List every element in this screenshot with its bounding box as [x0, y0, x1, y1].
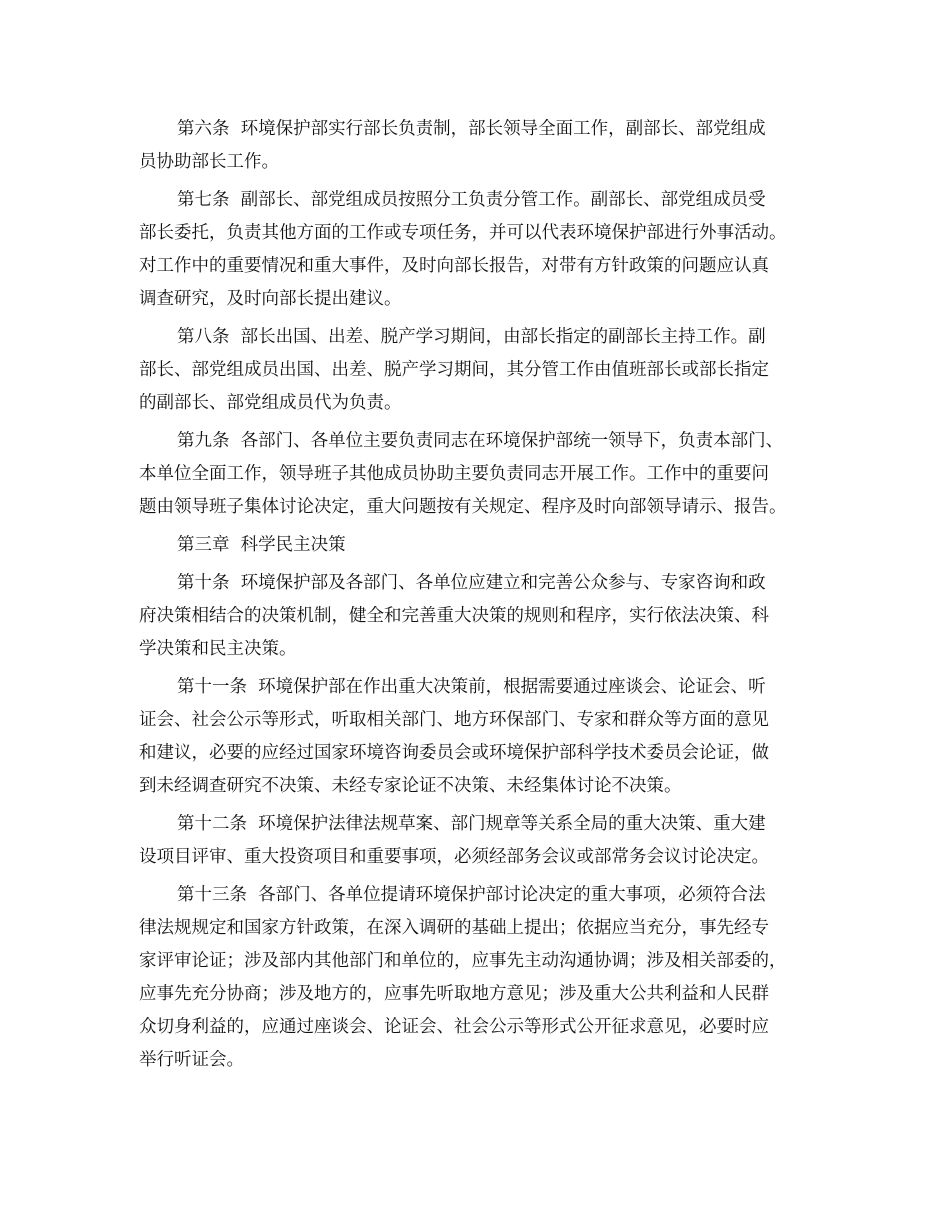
article-paragraph	[139, 879, 819, 1077]
article-13-line-2: 律法规规定和国家方针政策，在深入调研的基础上提出；依据应当充分，事先经专	[139, 918, 769, 938]
article-10-line-3: 学决策和民主决策。	[139, 639, 297, 659]
article-12-line-1: 第十二条 环境保护法律法规草案、部门规章等关系全局的重大决策、重大建	[177, 814, 766, 834]
article-paragraph	[139, 671, 819, 803]
article-9-line-1: 第九条 各部门、各单位主要负责同志在环境保护部统一领导下，负责本部门、	[177, 431, 784, 451]
article-9-line-3: 题由领导班子集体讨论决定，重大问题按有关规定、程序及时向部领导请示、报告。	[139, 497, 787, 517]
article-13-line-6: 举行听证会。	[139, 1050, 244, 1070]
article-6-line-2: 员协助部长工作。	[139, 152, 279, 172]
article-11-line-3: 和建议，必要的应经过国家环境咨询委员会或环境保护部科学技术委员会论证，做	[139, 743, 769, 763]
article-12-line-2: 设项目评审、重大投资项目和重要事项，必须经部务会议或部常务会议讨论决定。	[139, 847, 769, 867]
document-body	[139, 113, 819, 1077]
article-13-line-5: 众切身利益的，应通过座谈会、论证会、社会公示等形式公开征求意见，必要时应	[139, 1017, 769, 1037]
article-8-line-2: 部长、部党组成员出国、出差、脱产学习期间，其分管工作由值班部长或部长指定	[139, 360, 769, 380]
article-10-line-2: 府决策相结合的决策机制，健全和完善重大决策的规则和程序，实行依法决策、科	[139, 606, 769, 626]
article-paragraph	[139, 184, 819, 316]
article-paragraph	[139, 808, 819, 874]
article-paragraph	[139, 321, 819, 420]
article-paragraph	[139, 567, 819, 666]
chapter-heading	[139, 529, 819, 562]
article-7-line-2: 部长委托，负责其他方面的工作或专项任务，并可以代表环境保护部进行外事活动。	[139, 223, 787, 243]
article-11-line-4: 到未经调查研究不决策、未经专家论证不决策、未经集体讨论不决策。	[139, 776, 682, 796]
article-11-line-2: 证会、社会公示等形式，听取相关部门、地方环保部门、专家和群众等方面的意见	[139, 710, 769, 730]
article-13-line-1: 第十三条 各部门、各单位提请环境保护部讨论决定的重大事项，必须符合法	[177, 885, 766, 905]
article-13-line-4: 应事先充分协商；涉及地方的，应事先听取地方意见；涉及重大公共利益和人民群	[139, 984, 769, 1004]
chapter-3-heading-line-1: 第三章 科学民主决策	[177, 535, 346, 555]
article-8-line-3: 的副部长、部党组成员代为负责。	[139, 393, 402, 413]
article-13-line-3: 家评审论证；涉及部内其他部门和单位的，应事先主动沟通协调；涉及相关部委的，	[139, 951, 787, 971]
article-9-line-2: 本单位全面工作，领导班子其他成员协助主要负责同志开展工作。工作中的重要问	[139, 464, 769, 484]
article-6-line-1: 第六条 环境保护部实行部长负责制，部长领导全面工作，副部长、部党组成	[177, 119, 766, 139]
article-7-line-3: 对工作中的重要情况和重大事件，及时向部长报告，对带有方针政策的问题应认真	[139, 256, 769, 276]
article-8-line-1: 第八条 部长出国、出差、脱产学习期间，由部长指定的副部长主持工作。副	[177, 327, 766, 347]
article-7-line-1: 第七条 副部长、部党组成员按照分工负责分管工作。副部长、部党组成员受	[177, 190, 766, 210]
article-7-line-4: 调查研究，及时向部长提出建议。	[139, 289, 402, 309]
article-11-line-1: 第十一条 环境保护部在作出重大决策前，根据需要通过座谈会、论证会、听	[177, 677, 766, 697]
article-paragraph	[139, 425, 819, 524]
article-10-line-1: 第十条 环境保护部及各部门、各单位应建立和完善公众参与、专家咨询和政	[177, 573, 766, 593]
article-paragraph	[139, 113, 819, 179]
